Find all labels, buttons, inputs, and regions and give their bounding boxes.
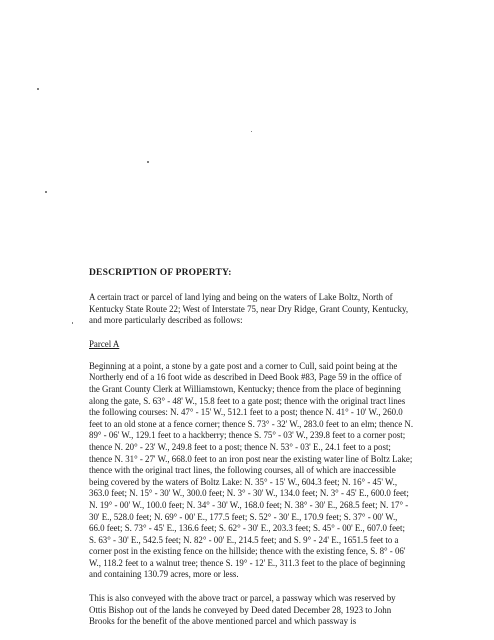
intro-paragraph: A certain tract or parcel of land lying and being on the waters of Lake Boltz, North of Kentucky State Route 22; West of Interstate 75, near Dry Ridge, Grant County, Kentucky, and more particularly described as follows: — [89, 292, 409, 326]
scan-speck — [147, 161, 149, 163]
passway-paragraph: This is also conveyed with the above tract or parcel, a passway which was reserved by Ottis Bishop out of the lands he conveyed by Deed dated December 28, 1923 to John Brooks for the benefit of the above mentioned parcel and which passway is — [89, 593, 396, 627]
parcel-description: Beginning at a point, a stone by a gate post and a corner to Cull, said point being at the Northerly end of a 16 foot wide as described in Deed Book #83, Page 59 in the office of the Grant County Clerk at Williamstown, Kentucky; thence from the place of beginning along the gate, S. 63° - 48' W., 15.8 feet to a gate post; thence with the original tract lines the following courses: N. 47° - 15' W., 512.1 feet to a post; thence N. 41° - 10' W., 260.0 feet to an old stone at a fence corner; thence S. 73° - 32' W., 283.0 feet to an elm; thence N. 89° - 06' W., 129.1 feet to a hackberry; thence S. 75° - 03' W., 239.8 feet to a corner post; thence N. 20° - 23' W., 249.8 feet to a post; thence N. 53° - 03' E., 24.1 feet to a post; thence N. 31° - 27' W., 668.0 feet to an iron post near the existing water line of Boltz Lake; thence with the original tract lines, the following courses, all of which are inaccessible being covered by the waters of Boltz Lake: N. 35° - 15' W., 604.3 feet; N. 16° - 45' W., 363.0 feet; N. 15° - 30' W., 300.0 feet; N. 3° - 30' W., 134.0 feet; N. 3° - 45' E., 600.0 feet; N. 19° - 00' W., 100.0 feet; N. 34° - 30' W., 168.0 feet; N. 38° - 30' E., 268.5 feet; N. 17° - 30' E., 528.0 feet; N. 69° - 00' E., 177.5 feet; S. 52° - 30' E., 170.9 feet; S. 37° - 00' W., 66.0 feet; S. 73° - 45' E., 136.6 feet; S. 62° - 30' E., 203.3 feet; S. 45° - 00' E., 607.0 feet; S. 63° - 30' E., 542.5 feet; N. 82° - 00' E., 214.5 feet; and S. 9° - 24' E., 1651.5 feet to a corner post in the existing fence on the hillside; thence with the existing fence, S. 8° - 06' W., 118.2 feet to a walnut tree; thence S. 19° - 12' E., 311.3 feet to the place of beginning and containing 130.79 acres, more or less. — [89, 360, 414, 580]
scan-speck — [72, 322, 73, 324]
parcel-label: Parcel A — [89, 338, 120, 349]
scan-speck — [45, 191, 47, 193]
scan-speck — [37, 88, 39, 90]
scan-speck — [251, 131, 252, 132]
section-heading: DESCRIPTION OF PROPERTY: — [89, 268, 232, 278]
property-description — [89, 268, 414, 640]
